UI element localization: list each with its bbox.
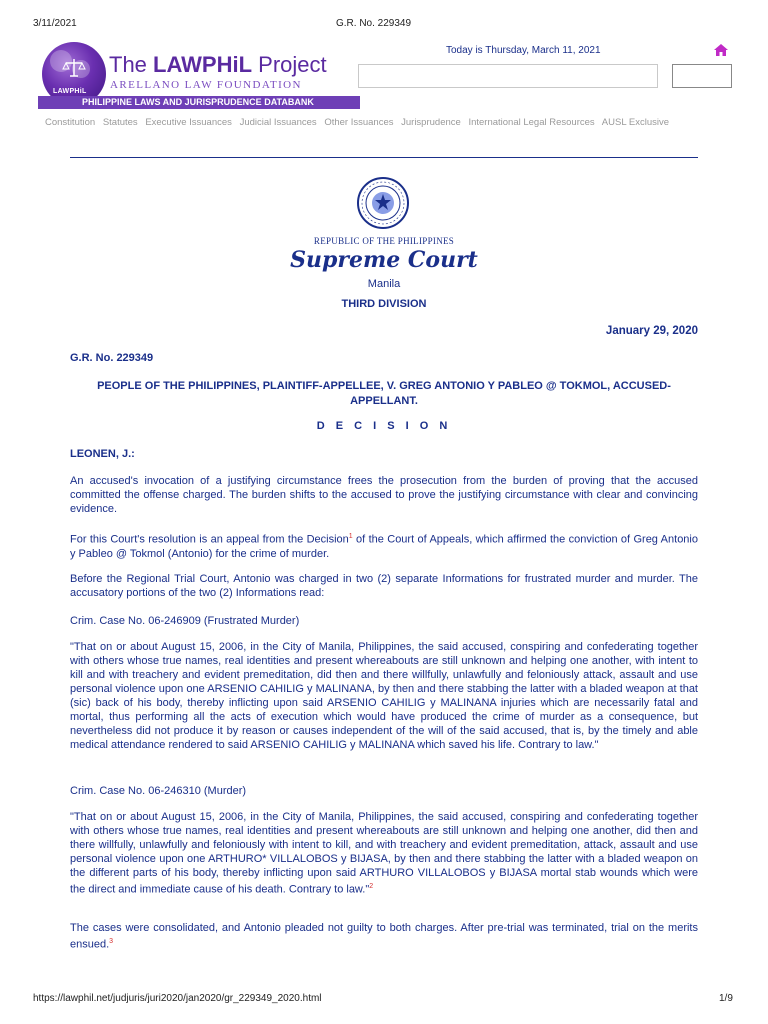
logo-label: LAWPHiL — [53, 88, 87, 95]
nav-executive-issuances[interactable]: Executive Issuances — [145, 117, 232, 128]
project-title: The LAWPHiL Project — [109, 52, 327, 77]
paragraph-8: The cases were consolidated, and Antonio pleaded not guilty to both charges. After pre-trial was terminated, trial on the merits ensued.$^3$ — [70, 922, 698, 951]
nav-jurisprudence[interactable]: Jurisprudence — [401, 117, 461, 128]
gr-number: G.R. No. 229349 — [70, 352, 154, 364]
ponente: LEONEN, J.: — [70, 448, 135, 460]
nav-statutes[interactable]: Statutes — [102, 117, 138, 128]
footnote-link-1[interactable]: 1 — [348, 533, 353, 540]
case-label-frustrated-murder: Crim. Case No. 06-246909 (Frustrated Murder) — [70, 615, 300, 627]
main-nav — [45, 117, 674, 128]
print-page-number: 1/9 — [719, 993, 733, 1004]
paragraph-1: An accused's invocation of a justifying circumstance frees the prosecution from the burden of proving that the accused committed the offense charged. The burden shifts to the accused to prove the justifying circumstance with clear and convincing evidence. — [70, 475, 698, 515]
paragraph-2: For this Court's resolution is an appeal from the Decision$^1$ of the Court of Appeals, which affirmed the conviction of Greg Antonio y Pableo @ Tokmol (Antonio) for the crime of murder. — [70, 533, 698, 560]
case-caption: PEOPLE OF THE PHILIPPINES, PLAINTIFF-APPELLEE, V. GREG ANTONIO Y PABLEO @ TOKMOL, ACCUSED-APPELLANT. — [97, 380, 671, 407]
search-button[interactable] — [672, 64, 732, 88]
court-name: Supreme Court — [290, 247, 478, 273]
foundation-name: ARELLANO LAW FOUNDATION — [110, 79, 302, 91]
footnote-link-2[interactable]: 2 — [369, 883, 374, 890]
supreme-court-seal-icon — [356, 176, 410, 230]
nav-judicial-issuances[interactable]: Judicial Issuances — [239, 117, 317, 128]
information-murder: "That on or about August 15, 2006, in the City of Manila, Philippines, the said accused, conspiring and confederating together with others whose true names, real identities and present whereabouts are still unknown and helping one another, did then and there willfully, unlawfully and feloniously with intent to kill, and with treachery and evident premeditation, attack, assault and use personal violence upon one ARTHURO* VILLALOBOS y BIJASA, by then and there stabbing the latter with a bladed weapon on the different parts of his body, thereby inflicting upon said ARTHURO VILLALOBOS y BIJASA mortal stab wounds which were the direct and immediate cause of his death. Contrary to law."$^2$ — [70, 811, 698, 896]
court-city: Manila — [367, 278, 401, 290]
paragraph-3: Before the Regional Trial Court, Antonio was charged in two (2) separate Informations for frustrated murder and murder. The accusatory portions of the two (2) Informations read: — [70, 573, 698, 599]
decision-date: January 29, 2020 — [605, 325, 698, 337]
scales-of-justice-icon — [62, 56, 86, 80]
information-frustrated-murder: "That on or about August 15, 2006, in the City of Manila, Philippines, the said accused, conspiring and confederating together with others whose true names, real identities and present whereabouts are still unknown and helping one another, with intent to kill and with treachery and evident premeditation, did then and there willfully, unlawfully and feloniously attack, assault and use personal violence upon one ARSENIO CAHILIG y MALINANA, by then and there stabbing the latter with a bladed weapon at that (sic) back of his body, thereby inflicting upon said ARSENIO CAHILIG y MALINANA injuries which are necessarily fatal and mortal, thus performing all the acts of execution which would have produced the crime of murder as a consequence, but nevertheless did not produce it by reason or causes independent of the will of the said accused, that is, by the timely and able medical attendance rendered to said ARSENIO CAHILIG y MALINANA which saved his life. Contrary to law." — [70, 641, 698, 751]
footnote-link-3[interactable]: 3 — [109, 938, 114, 945]
divider — [70, 157, 698, 158]
nav-other-issuances[interactable]: Other Issuances — [324, 117, 394, 128]
republic-heading: REPUBLIC OF THE PHILIPPINES — [313, 236, 455, 246]
print-date: 3/11/2021 — [33, 18, 77, 29]
today-date: Today is Thursday, March 11, 2021 — [446, 45, 601, 56]
nav-constitution[interactable]: Constitution — [45, 117, 96, 128]
databank-banner: PHILIPPINE LAWS AND JURISPRUDENCE DATABANK — [38, 96, 360, 109]
print-url: https://lawphil.net/judjuris/juri2020/jan2020/gr_229349_2020.html — [33, 993, 322, 1004]
nav-international-legal-resources[interactable]: International Legal Resources — [468, 117, 595, 128]
court-division: THIRD DIVISION — [341, 298, 427, 310]
nav-ausl-exclusive[interactable]: AUSL Exclusive — [601, 117, 670, 128]
search-input[interactable] — [358, 64, 658, 88]
home-icon[interactable] — [713, 43, 729, 57]
case-label-murder: Crim. Case No. 06-246310 (Murder) — [70, 785, 247, 797]
print-title: G.R. No. 229349 — [336, 18, 412, 29]
decision-heading: D E C I S I O N — [316, 420, 452, 432]
